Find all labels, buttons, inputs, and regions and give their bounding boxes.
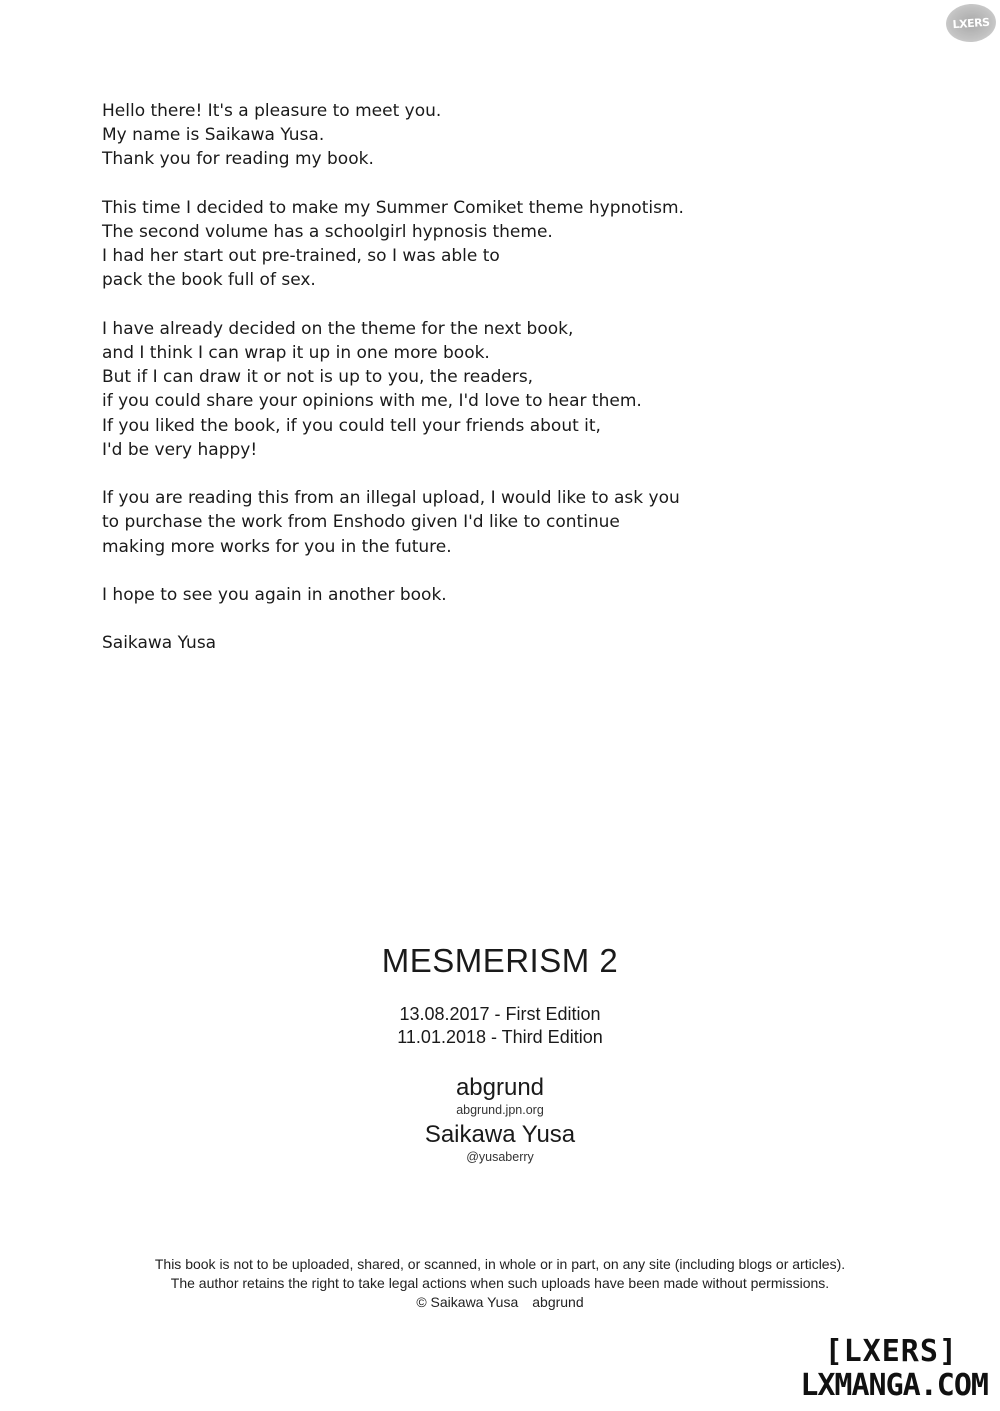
watermark-bottom: LXMANGA.COM: [800, 1368, 988, 1403]
legal-line-2: The author retains the right to take legal actions when such uploads have been made without permissions.: [170, 1275, 830, 1291]
letter-line: making more works for you in the future.: [102, 536, 452, 557]
letter-line: pack the book full of sex.: [102, 270, 316, 291]
book-title: MESMERISM 2: [381, 942, 619, 979]
letter-line: The second volume has a schoolgirl hypnosis theme.: [102, 222, 553, 242]
paragraph-farewell: [102, 583, 722, 607]
letter-line: My name is Saikawa Yusa.: [102, 125, 325, 146]
letter-line: to purchase the work from Enshodo given I'd like to continue: [102, 512, 620, 533]
circle-name: abgrund: [455, 1074, 545, 1101]
letter-line: Hello there! It's a pleasure to meet you.: [102, 101, 442, 121]
letter-line: I'd be very happy!: [102, 439, 258, 460]
lxers-badge-logo: LXERS: [945, 2, 998, 43]
third-edition: 11.01.2018 - Third Edition: [397, 1027, 603, 1047]
first-edition: 13.08.2017 - First Edition: [399, 1004, 601, 1024]
letter-line: This time I decided to make my Summer Comiket theme hypnotism.: [102, 197, 684, 218]
letter-line: I have already decided on the theme for the next book,: [102, 318, 574, 339]
letter-line: if you could share your opinions with me, I'd love to hear them.: [102, 391, 642, 412]
letter-line: I hope to see you again in another book.: [102, 585, 447, 605]
letter-line: Thank you for reading my book.: [102, 149, 374, 170]
copyright-line: [0, 1293, 1000, 1312]
copyright-circle: abgrund: [532, 1294, 584, 1310]
paragraph-illegal-upload: [102, 486, 722, 559]
paragraph-greeting: [102, 99, 722, 172]
edition-history: [0, 1003, 1000, 1049]
letter-signature: [102, 631, 722, 655]
letter-line: If you are reading this from an illegal upload, I would like to ask you: [102, 488, 680, 509]
author-name: Saikawa Yusa: [424, 1121, 576, 1148]
signature-text: Saikawa Yusa: [102, 633, 217, 654]
letter-line: But if I can draw it or not is up to you, the readers,: [102, 367, 534, 388]
watermark-top: [LXERS]: [824, 1334, 958, 1369]
paragraph-theme: [102, 196, 722, 293]
legal-notice: [0, 1255, 1000, 1312]
letter-line: and I think I can wrap it up in one more book.: [102, 343, 490, 363]
copyright-name: © Saikawa Yusa: [416, 1294, 519, 1310]
letter-line: I had her start out pre-trained, so I was able to: [102, 246, 500, 267]
author-handle: @yusaberry: [466, 1150, 534, 1164]
paragraph-next-book: [102, 317, 722, 462]
legal-line-1: This book is not to be uploaded, shared, or scanned, in whole or in part, on any site (including blogs or articles).: [154, 1256, 846, 1272]
circle-url: abgrund.jpn.org: [456, 1103, 544, 1117]
afterword-letter: [102, 99, 722, 656]
letter-line: If you liked the book, if you could tell your friends about it,: [102, 415, 601, 436]
lxmanga-watermark: [800, 1335, 988, 1403]
